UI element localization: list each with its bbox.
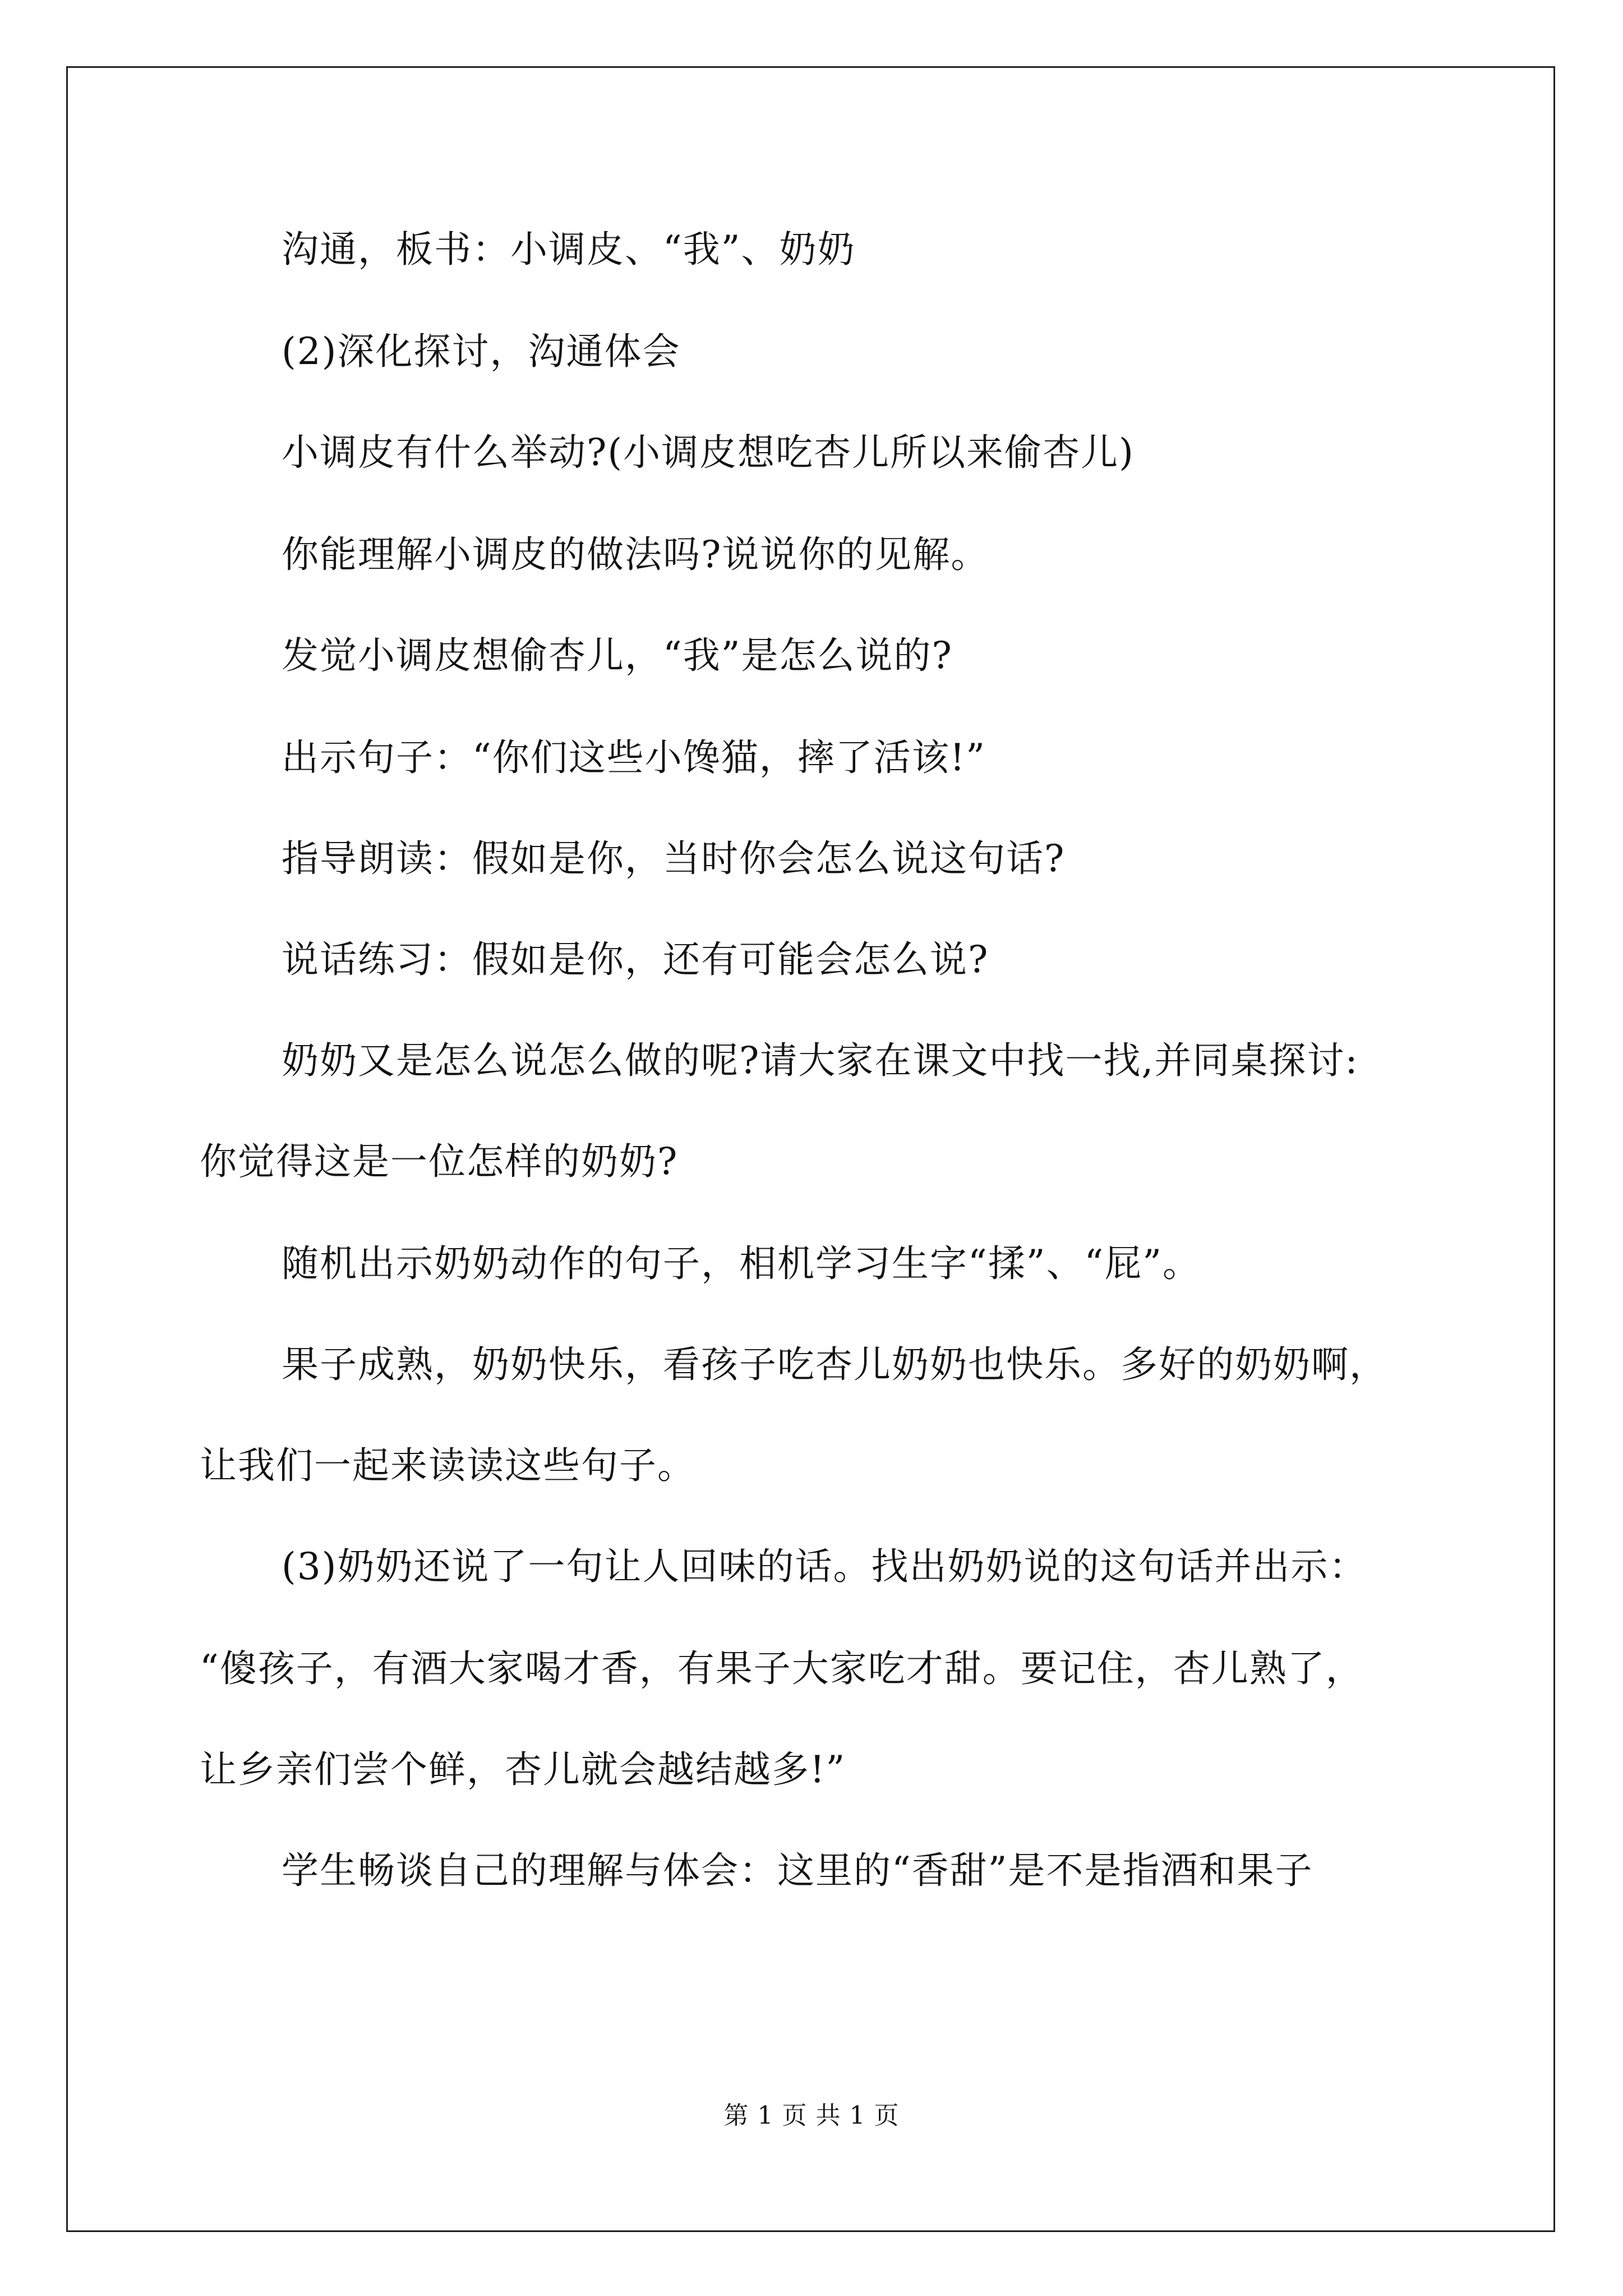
paragraph-1: 沟通，板书：小调皮、“我”、奶奶	[282, 228, 856, 271]
paragraph-12-line-3: 让乡亲们尝个鲜，杏儿就会越结越多!”	[200, 1748, 846, 1791]
paragraph-11-line-2: 让我们一起来读读这些句子。	[200, 1444, 695, 1487]
paragraph-7: 指导朗读：假如是你，当时你会怎么说这句话?	[282, 837, 1066, 880]
paragraph-3: 小调皮有什么举动?(小调皮想吃杏儿所以来偷杏儿)	[282, 431, 1135, 474]
paragraph-2: (2)深化探讨，沟通体会	[282, 330, 681, 373]
paragraph-12-line-2: “傻孩子，有酒大家喝才香，有果子大家吃才甜。要记住，杏儿熟了，	[200, 1647, 1364, 1690]
paragraph-8: 说话练习：假如是你，还有可能会怎么说?	[282, 938, 989, 981]
paragraph-12-line-1: (3)奶奶还说了一句让人回味的话。找出奶奶说的这句话并出示：	[282, 1545, 1367, 1588]
paragraph-9-line-2: 你觉得这是一位怎样的奶奶?	[200, 1140, 679, 1183]
paragraph-4: 你能理解小调皮的做法吗?说说你的见解。	[282, 533, 989, 576]
paragraph-10: 随机出示奶奶动作的句子，相机学习生字“揉”、“屁”。	[282, 1242, 1201, 1285]
paragraph-13: 学生畅谈自己的理解与体会：这里的“香甜”是不是指酒和果子	[282, 1849, 1313, 1892]
page-number-footer: 第 1 页 共 1 页	[723, 2101, 900, 2130]
paragraph-5: 发觉小调皮想偷杏儿，“我”是怎么说的?	[282, 634, 953, 677]
paragraph-6: 出示句子：“你们这些小馋猫，摔了活该!”	[282, 736, 986, 779]
paragraph-9-line-1: 奶奶又是怎么说怎么做的呢?请大家在课文中找一找,并同桌探讨:	[282, 1039, 1359, 1082]
paragraph-11-line-1: 果子成熟，奶奶快乐，看孩子吃杏儿奶奶也快乐。多好的奶奶啊，	[282, 1343, 1387, 1386]
